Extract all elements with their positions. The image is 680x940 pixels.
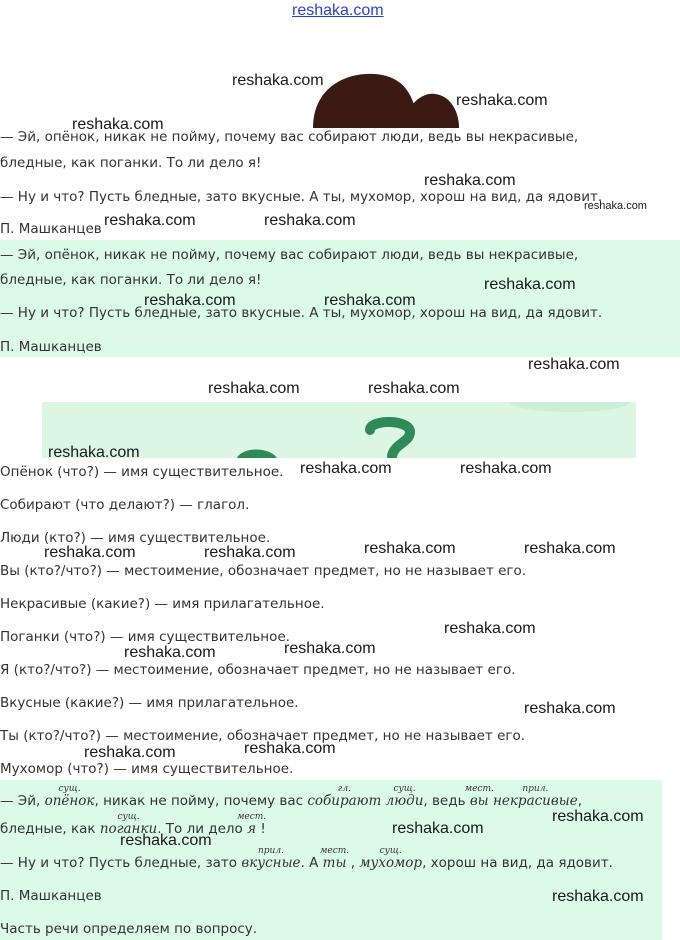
analysis-item: Вкусные (какие?) — имя прилагательное. — [0, 695, 299, 711]
watermark: reshaka.com — [392, 820, 484, 837]
mushroom-illustration — [305, 68, 465, 128]
watermark: reshaka.com — [552, 888, 644, 905]
word-ya: мест. я — [236, 812, 267, 837]
author-name: П. Машканцев — [0, 888, 102, 904]
watermark: reshaka.com — [72, 116, 164, 133]
dialogue-line: бледные, как поганки. То ли дело я! — [0, 272, 262, 288]
question-mark-icon — [364, 416, 416, 458]
decor-shape — [232, 440, 282, 458]
analysis-item: Некрасивые (какие?) — имя прилагательное. — [0, 596, 325, 612]
word-openok: сущ. опёнок — [44, 784, 95, 809]
watermark: reshaka.com — [552, 808, 644, 825]
word-lyudi: сущ. люди — [385, 784, 424, 809]
watermark: reshaka.com — [120, 832, 212, 849]
watermark: reshaka.com — [368, 380, 460, 397]
watermark: reshaka.com — [456, 92, 548, 109]
author-name: П. Машканцев — [0, 339, 102, 355]
dialogue-line: — Ну и что? Пусть бледные, зато вкусные. А ты, мухомор, хорош на вид, да ядовит. — [0, 305, 603, 321]
watermark: reshaka.com — [284, 640, 376, 657]
annotated-line: — Эй, сущ. опёнок, никак не пойму, почему вас гл. собирают сущ. люди, ведь мест. вы прил. некрасивые, — [0, 784, 583, 809]
watermark: reshaka.com — [364, 540, 456, 557]
watermark: reshaka.com — [84, 744, 176, 761]
word-sobirayut: гл. собирают — [307, 784, 382, 809]
dialogue-line: — Ну и что? Пусть бледные, зато вкусные. А ты, мухомор, хорош на вид, да ядовит. — [0, 189, 603, 205]
analysis-item: Собирают (что делают?) — глагол. — [0, 497, 250, 513]
analysis-item: Мухомор (что?) — имя существительное. — [0, 761, 294, 777]
watermark: reshaka.com — [48, 444, 140, 461]
word-ty: мест. ты — [319, 846, 350, 871]
watermark: reshaka.com — [44, 544, 136, 561]
watermark: reshaka.com — [460, 460, 552, 477]
watermark: reshaka.com — [204, 544, 296, 561]
watermark: reshaka.com — [444, 620, 536, 637]
watermark: reshaka.com — [300, 460, 392, 477]
word-vkusnye: прил. вкусные — [241, 846, 301, 871]
watermark: reshaka.com — [524, 540, 616, 557]
watermark: reshaka.com — [424, 172, 516, 189]
watermark: reshaka.com — [524, 700, 616, 717]
author-name: П. Машканцев — [0, 221, 102, 237]
annotated-line: бледные, как сущ. поганки. То ли дело мест. я ! — [0, 812, 267, 837]
watermark: reshaka.com — [144, 292, 236, 309]
watermark: reshaka.com — [484, 276, 576, 293]
dialogue-line: — Эй, опёнок, никак не пойму, почему вас собирают люди, ведь вы некрасивые, — [0, 247, 579, 263]
watermark: reshaka.com — [104, 212, 196, 229]
annotated-line: — Ну и что? Пусть бледные, зато прил. вкусные. А мест. ты , сущ. мухомор, хорош на вид, да ядовит. — [0, 846, 613, 871]
watermark: reshaka.com — [264, 212, 356, 229]
watermark: reshaka.com — [232, 72, 324, 89]
word-vy: мест. вы — [464, 784, 494, 809]
watermark: reshaka.com — [324, 292, 416, 309]
watermark: reshaka.com — [208, 380, 300, 397]
word-nekrasivye: прил. некрасивые — [492, 784, 578, 809]
dialogue-line: — Эй, опёнок, никак не пойму, почему вас собирают люди, ведь вы некрасивые, — [0, 129, 579, 145]
analysis-item: Люди (кто?) — имя существительное. — [0, 530, 271, 546]
word-poganki: сущ. поганки — [99, 812, 158, 837]
watermark: reshaka.com — [584, 200, 647, 212]
dialogue-line: бледные, как поганки. То ли дело я! — [0, 155, 262, 171]
analysis-item: Опёнок (что?) — имя существительное. — [0, 464, 284, 480]
conclusion-text: Часть речи определяем по вопросу. — [0, 921, 258, 937]
analysis-item: Ты (кто?/что?) — местоимение, обозначает предмет, но не называет его. — [0, 728, 526, 744]
analysis-item: Вы (кто?/что?) — местоимение, обозначает предмет, но не называет его. — [0, 563, 527, 579]
analysis-item: Я (кто?/что?) — местоимение, обозначает предмет, но не называет его. — [0, 662, 516, 678]
site-link[interactable]: reshaka.com — [292, 2, 384, 19]
watermark: reshaka.com — [124, 644, 216, 661]
word-muhomor: сущ. мухомор — [359, 846, 423, 871]
watermark: reshaka.com — [244, 740, 336, 757]
watermark: reshaka.com — [528, 356, 620, 373]
analysis-item: Поганки (что?) — имя существительное. — [0, 629, 290, 645]
